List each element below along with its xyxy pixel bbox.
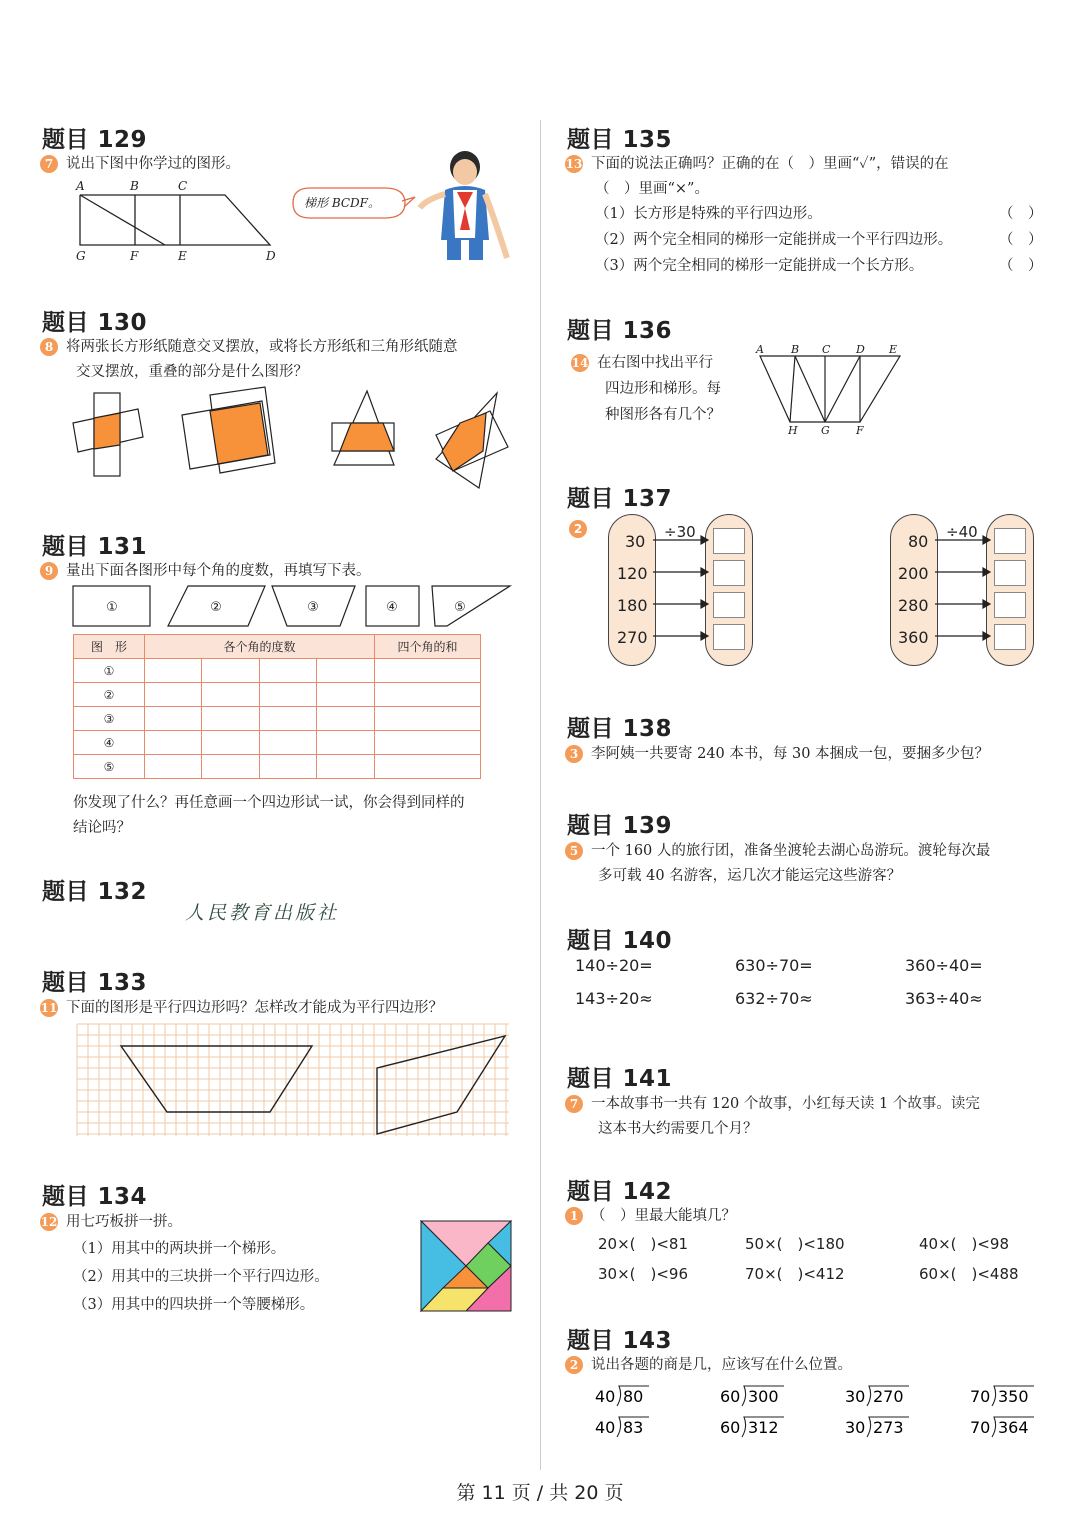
q134-title: 题目 134 — [42, 1184, 148, 1210]
column-divider — [540, 120, 541, 1470]
q143-title: 题目 143 — [567, 1328, 673, 1354]
q135-paren-1[interactable]: （ ） — [999, 206, 1043, 222]
q131-shape-1: ① — [106, 600, 118, 615]
q129-bubble-text: 梯形 BCDF。 — [304, 196, 380, 210]
q139-prompt-1: 5 一个 160 人的旅行团，准备坐渡轮去湖心岛游玩。渡轮每次最 — [565, 839, 990, 860]
q135-item-1: （1）长方形是特殊的平行四边形。 — [595, 206, 822, 222]
q137-left-answer-1[interactable] — [713, 528, 745, 554]
divisor: 30 — [845, 1387, 866, 1406]
long-division-item — [595, 1386, 649, 1406]
q137-badge: 2 — [569, 520, 587, 538]
divisor: 70 — [970, 1387, 991, 1406]
q143-badge: 2 — [565, 1356, 583, 1374]
q134-prompt: 12 用七巧板拼一拼。 — [40, 1214, 182, 1230]
divisor: 60 — [720, 1418, 741, 1437]
q136-badge: 14 — [571, 356, 589, 370]
svg-text:G: G — [821, 424, 830, 437]
q136-prompt-2: 四边形和梯形。每 — [605, 381, 721, 397]
q131-badge: 9 — [40, 562, 58, 580]
svg-text:D: D — [856, 343, 865, 356]
q135-prompt-2: （ ）里画“×”。 — [595, 181, 709, 197]
dividend: 83 — [623, 1418, 644, 1437]
dividend: 80 — [623, 1387, 644, 1406]
q131-col-angles: 各个角的度数 — [145, 635, 375, 659]
q133-title: 题目 133 — [42, 970, 148, 996]
q142-prompt: 1 （ ）里最大能填几？ — [565, 1204, 736, 1225]
boy-illustration — [415, 150, 515, 265]
q137-right-answer-2[interactable] — [994, 560, 1026, 586]
q129-badge: 7 — [40, 155, 58, 173]
q129-figure — [70, 180, 290, 265]
q137-left-answer-2[interactable] — [713, 560, 745, 586]
q131-find-1: 你发现了什么？再任意画一个四边形试一试，你会得到同样的 — [73, 795, 465, 811]
q143-long-divisions — [595, 1382, 1045, 1442]
q129-label-g: G — [76, 249, 86, 263]
q135-title: 题目 135 — [567, 127, 673, 153]
q136-prompt-3: 种图形各有几个？ — [605, 407, 721, 423]
divisor: 70 — [970, 1418, 991, 1437]
q137-title: 题目 137 — [567, 486, 673, 512]
q131-shape-3: ③ — [307, 600, 319, 615]
divisor: 60 — [720, 1387, 741, 1406]
q137-right-answer-1[interactable] — [994, 528, 1026, 554]
q140-title: 题目 140 — [567, 928, 673, 954]
q131-title: 题目 131 — [42, 534, 148, 560]
dividend: 273 — [873, 1418, 904, 1437]
q129-prompt — [40, 152, 240, 173]
q131-shape-2: ② — [210, 600, 222, 615]
dividend: 364 — [998, 1418, 1029, 1437]
svg-text:H: H — [788, 424, 798, 437]
divisor: 30 — [845, 1418, 866, 1437]
q137-left-op: ÷30 — [664, 523, 696, 541]
divisor: 40 — [595, 1418, 616, 1437]
q130-prompt-1: 8 将两张长方形纸随意交叉摆放，或将长方形纸和三角形纸随意 — [40, 335, 458, 356]
q141-prompt-1: 7 一本故事书一共有 120 个故事，小红每天读 1 个故事。读完 — [565, 1092, 980, 1113]
long-division-item — [845, 1417, 909, 1437]
table-row: ② — [74, 683, 481, 707]
q131-col-shape: 图 形 — [74, 635, 145, 659]
q129-label-f: F — [130, 249, 139, 263]
q134-item-1: （1）用其中的两块拼一个梯形。 — [73, 1241, 286, 1257]
q139-title: 题目 139 — [567, 813, 673, 839]
dividend: 300 — [748, 1387, 779, 1406]
q142-title: 题目 142 — [567, 1179, 673, 1205]
tangram-figure — [421, 1221, 511, 1311]
q138-prompt: 3 李阿姨一共要寄 240 本书，每 30 本捆成一包，要捆多少包？ — [565, 742, 989, 763]
q132-title: 题目 132 — [42, 879, 148, 905]
q136-prompt-1: 14 在右图中找出平行 — [571, 355, 713, 371]
svg-text:A: A — [756, 343, 764, 356]
q130-badge: 8 — [40, 338, 58, 356]
dividend: 270 — [873, 1387, 904, 1406]
q135-item-3: （3）两个完全相同的梯形一定能拼成一个长方形。 — [595, 258, 924, 274]
q141-prompt-2: 这本书大约需要几个月？ — [598, 1121, 758, 1137]
q131-shape-4: ④ — [386, 600, 398, 615]
q139-badge: 5 — [565, 842, 583, 860]
q134-item-3: （3）用其中的四块拼一个等腰梯形。 — [73, 1297, 315, 1313]
q138-badge: 3 — [565, 745, 583, 763]
table-row: ③ — [74, 707, 481, 731]
table-row: ④ — [74, 731, 481, 755]
table-row: ⑤ — [74, 755, 481, 779]
q137-left-arrows — [653, 520, 708, 650]
q129-label-e: E — [178, 249, 187, 263]
q129-label-a: A — [76, 179, 85, 193]
table-row: ① — [74, 659, 481, 683]
publisher-watermark: 人民教育出版社 — [185, 902, 340, 924]
q141-badge: 7 — [565, 1095, 583, 1113]
q135-paren-3[interactable]: （ ） — [999, 258, 1043, 274]
q136-title: 题目 136 — [567, 318, 673, 344]
q133-prompt: 11 下面的图形是平行四边形吗？怎样改才能成为平行四边形？ — [40, 1000, 443, 1016]
long-division-item — [720, 1417, 784, 1437]
svg-text:C: C — [822, 343, 831, 356]
q129-label-b: B — [130, 179, 139, 193]
q131-col-sum: 四个角的和 — [375, 635, 481, 659]
q129-label-c: C — [178, 179, 188, 193]
long-division-item — [970, 1386, 1034, 1406]
long-division-item — [970, 1417, 1034, 1437]
q135-prompt-1: 13 下面的说法正确吗？正确的在（ ）里画“✓”，错误的在 — [565, 156, 949, 172]
q129-label-d: D — [266, 249, 276, 263]
page-footer: 第 11 页 / 共 20 页 — [456, 1482, 624, 1504]
q131-prompt: 9 量出下面各图形中每个角的度数，再填写下表。 — [40, 559, 371, 580]
q129-speech-bubble — [290, 185, 410, 225]
q137-right-op: ÷40 — [946, 523, 978, 541]
q129-text: 说出下图中你学过的图形。 — [66, 156, 240, 172]
dividend: 350 — [998, 1387, 1029, 1406]
q137-left-answer-4[interactable] — [713, 624, 745, 650]
long-division-item — [845, 1386, 909, 1406]
svg-text:F: F — [856, 424, 864, 437]
q136-figure — [755, 344, 905, 439]
q133-grid-figure — [77, 1024, 509, 1136]
q131-find-2: 结论吗？ — [73, 820, 131, 836]
q135-item-2: （2）两个完全相同的梯形一定能拼成一个平行四边形。 — [595, 232, 953, 248]
dividend: 312 — [748, 1418, 779, 1437]
q135-badge: 13 — [565, 157, 583, 171]
long-division-item — [595, 1417, 649, 1437]
q130-title: 题目 130 — [42, 310, 148, 336]
q139-prompt-2: 多可载 40 名游客，运几次才能运完这些游客？ — [598, 868, 902, 884]
svg-text:B: B — [791, 343, 800, 356]
q131-shapes — [70, 583, 520, 628]
divisor: 40 — [595, 1387, 616, 1406]
q129-title: 题目 129 — [42, 127, 148, 153]
q137-left-answer-3[interactable] — [713, 592, 745, 618]
q143-prompt: 2 说出各题的商是几，应该写在什么位置。 — [565, 1353, 852, 1374]
q137-right-answer-4[interactable] — [994, 624, 1026, 650]
q142-badge: 1 — [565, 1207, 583, 1225]
q130-prompt-2: 交叉摆放，重叠的部分是什么图形？ — [76, 364, 308, 380]
q131-shape-5: ⑤ — [454, 600, 466, 615]
q138-title: 题目 138 — [567, 716, 673, 742]
q134-item-2: （2）用其中的三块拼一个平行四边形。 — [73, 1269, 329, 1285]
long-division-item — [720, 1386, 784, 1406]
q130-overlap-figures — [70, 385, 520, 495]
q141-title: 题目 141 — [567, 1066, 673, 1092]
q133-badge: 11 — [40, 1001, 58, 1015]
q137-right-answer-3[interactable] — [994, 592, 1026, 618]
q131-angle-table — [73, 634, 481, 779]
q134-badge: 12 — [40, 1215, 58, 1229]
svg-text:E: E — [889, 343, 898, 356]
q135-paren-2[interactable]: （ ） — [999, 232, 1043, 248]
q137-right-arrows — [935, 520, 990, 650]
